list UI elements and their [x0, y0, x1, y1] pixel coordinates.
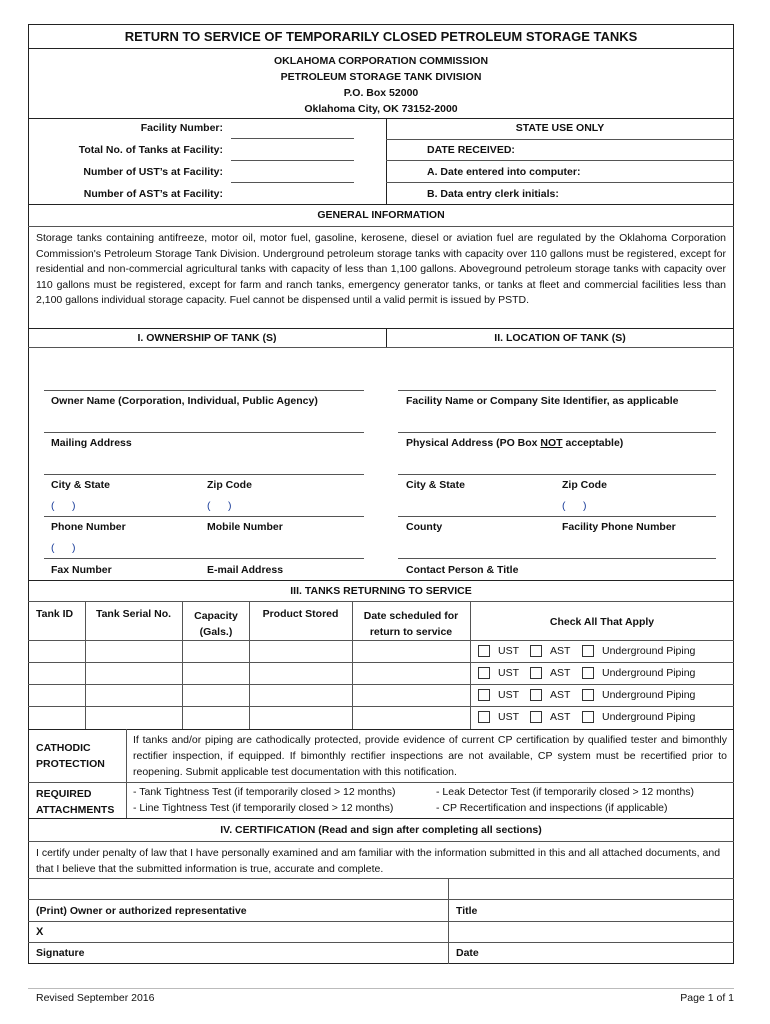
- ast-checkbox[interactable]: [530, 645, 542, 657]
- cathodic-label: CATHODIC PROTECTION: [36, 742, 105, 770]
- facility-phone-paren[interactable]: ( ): [562, 500, 587, 512]
- print-name-field[interactable]: [28, 899, 734, 900]
- date-received-label: DATE RECEIVED:: [427, 144, 515, 156]
- general-info-heading: GENERAL INFORMATION: [317, 209, 445, 221]
- contact-field[interactable]: [398, 558, 716, 559]
- ust-label: UST: [498, 667, 519, 679]
- signature-x[interactable]: X: [36, 926, 44, 938]
- owner-zip-label: Zip Code: [207, 479, 252, 491]
- print-name-label: (Print) Owner or authorized representative: [36, 905, 247, 917]
- signature-label: Signature: [36, 947, 85, 959]
- attachment-leak-test: - Leak Detector Test (if temporarily closed > 12 months): [436, 786, 695, 798]
- facility-number-label: Facility Number:: [140, 122, 223, 134]
- contact-person-label: Contact Person & Title: [406, 564, 519, 576]
- facility-name-label: Facility Name or Company Site Identifier, as applicable: [406, 395, 679, 407]
- owner-fax-paren[interactable]: ( ): [51, 542, 76, 554]
- certification-text: I certify under penalty of law that I have personally examined and am familiar with the information submitted in this and all attached documents, and that I believe that the submitted information is true, accurate and complete.: [36, 847, 721, 875]
- piping-label: Underground Piping: [602, 689, 696, 701]
- mailing-address-label: Mailing Address: [51, 437, 132, 449]
- piping-label: Underground Piping: [602, 711, 696, 723]
- page-number: Page 1 of 1: [680, 992, 734, 1004]
- agency-block: [28, 53, 734, 117]
- owner-phone-label: Phone Number: [51, 521, 126, 533]
- ast-label: AST: [550, 645, 571, 657]
- physical-address-label: Physical Address (PO Box NOT acceptable): [406, 437, 624, 449]
- attachments-label: REQUIRED ATTACHMENTS: [36, 788, 115, 816]
- owner-fax-label: Fax Number: [51, 564, 112, 576]
- col-capacity: Capacity (Gals.): [194, 610, 238, 638]
- ust-count-label: Number of UST’s at Facility:: [83, 166, 223, 178]
- piping-checkbox[interactable]: [582, 667, 594, 679]
- owner-name-label: Owner Name (Corporation, Individual, Public Agency): [51, 395, 318, 407]
- facility-phone-label: Facility Phone Number: [562, 521, 676, 533]
- tank-row: [470, 641, 734, 662]
- total-tanks-label: Total No. of Tanks at Facility:: [78, 144, 223, 156]
- ust-count-field[interactable]: [231, 182, 354, 183]
- owner-email-label: E-mail Address: [207, 564, 284, 576]
- ust-checkbox[interactable]: [478, 711, 490, 723]
- cathodic-text: If tanks and/or piping are cathodically protected, provide evidence of current CP certification by qualified tester and bimonthly rectifier inspection, if equipped. If bimonthly rectifier inspections are not available, CP system must be recertified prior to reopening. Submit applicable test documentation with this notification.: [133, 734, 727, 778]
- facility-name-field[interactable]: [398, 390, 716, 391]
- general-info-text: Storage tanks containing antifreeze, motor oil, motor fuel, gasoline, kerosene, diesel or aviation fuel are regulated by the Oklahoma Corporation Commission's Petroleum Storage Tank Division. Underground petroleum storage tanks with capacity over 110 gallons must be registered, except for residential and non-commercial agricultural tanks with capacity of less than 1,100 gallons. Aboveground petroleum storage tanks with capacity over 110 gallons must be registered, except for farm and ranch tanks, emergency generator tanks, or tanks at fleet and commercial facilities less than 2,100 gallons individual storage capacity. Fuel cannot be dispensed until a valid permit is issued by PSTD.: [36, 232, 726, 306]
- ast-checkbox[interactable]: [530, 711, 542, 723]
- agency-division: PETROLEUM STORAGE TANK DIVISION: [280, 71, 482, 83]
- location-city-state-label: City & State: [406, 479, 465, 491]
- ust-label: UST: [498, 689, 519, 701]
- ownership-heading: I. OWNERSHIP OF TANK (S): [137, 332, 277, 344]
- revised-date: Revised September 2016: [36, 992, 155, 1004]
- owner-phone-paren[interactable]: ( ): [51, 500, 76, 512]
- piping-label: Underground Piping: [602, 667, 696, 679]
- agency-city: Oklahoma City, OK 73152-2000: [304, 103, 458, 115]
- ast-label: AST: [550, 689, 571, 701]
- owner-name-field[interactable]: [44, 390, 364, 391]
- state-use-heading: STATE USE ONLY: [515, 122, 605, 134]
- ast-count-label: Number of AST’s at Facility:: [83, 188, 223, 200]
- ast-label: AST: [550, 667, 571, 679]
- location-city-field[interactable]: [398, 474, 716, 475]
- attachment-tank-test: - Tank Tightness Test (if temporarily closed > 12 months): [133, 786, 396, 798]
- agency-po-box: P.O. Box 52000: [343, 87, 419, 99]
- col-tank-id: Tank ID: [36, 608, 74, 620]
- date-label: Date: [456, 947, 479, 959]
- facility-number-field[interactable]: [231, 138, 354, 139]
- piping-checkbox[interactable]: [582, 711, 594, 723]
- ust-checkbox[interactable]: [478, 689, 490, 701]
- date-entered-label: A. Date entered into computer:: [427, 166, 581, 178]
- ast-checkbox[interactable]: [530, 667, 542, 679]
- col-return-date: Date scheduled for return to service: [363, 610, 459, 638]
- tanks-heading: III. TANKS RETURNING TO SERVICE: [290, 585, 472, 597]
- owner-city-field[interactable]: [44, 474, 364, 475]
- location-zip-label: Zip Code: [562, 479, 607, 491]
- tank-row: [470, 685, 734, 706]
- form-title: RETURN TO SERVICE OF TEMPORARILY CLOSED PETROLEUM STORAGE TANKS: [124, 29, 638, 44]
- owner-mobile-label: Mobile Number: [207, 521, 283, 533]
- physical-address-field[interactable]: [398, 432, 716, 433]
- certification-heading: IV. CERTIFICATION (Read and sign after completing all sections): [220, 824, 542, 836]
- piping-checkbox[interactable]: [582, 689, 594, 701]
- col-tank-serial: Tank Serial No.: [95, 608, 172, 620]
- form-frame: [28, 24, 734, 964]
- clerk-initials-label: B. Data entry clerk initials:: [427, 188, 559, 200]
- ust-checkbox[interactable]: [478, 645, 490, 657]
- agency-name: OKLAHOMA CORPORATION COMMISSION: [273, 55, 489, 67]
- col-check-all: Check All That Apply: [549, 616, 655, 628]
- location-heading: II. LOCATION OF TANK (S): [494, 332, 626, 344]
- mailing-address-field[interactable]: [44, 432, 364, 433]
- piping-label: Underground Piping: [602, 645, 696, 657]
- ust-checkbox[interactable]: [478, 667, 490, 679]
- ast-label: AST: [550, 711, 571, 723]
- owner-city-state-label: City & State: [51, 479, 110, 491]
- tank-row: [470, 707, 734, 729]
- owner-mobile-paren[interactable]: ( ): [207, 500, 232, 512]
- ust-label: UST: [498, 711, 519, 723]
- county-label: County: [406, 521, 443, 533]
- tank-row: [470, 663, 734, 684]
- attachment-line-test: - Line Tightness Test (if temporarily closed > 12 months): [133, 802, 394, 814]
- col-product: Product Stored: [262, 608, 339, 620]
- ust-label: UST: [498, 645, 519, 657]
- title-label: Title: [456, 905, 478, 917]
- piping-checkbox[interactable]: [582, 645, 594, 657]
- attachment-cp-recert: - CP Recertification and inspections (if applicable): [436, 802, 668, 814]
- ast-checkbox[interactable]: [530, 689, 542, 701]
- total-tanks-field[interactable]: [231, 160, 354, 161]
